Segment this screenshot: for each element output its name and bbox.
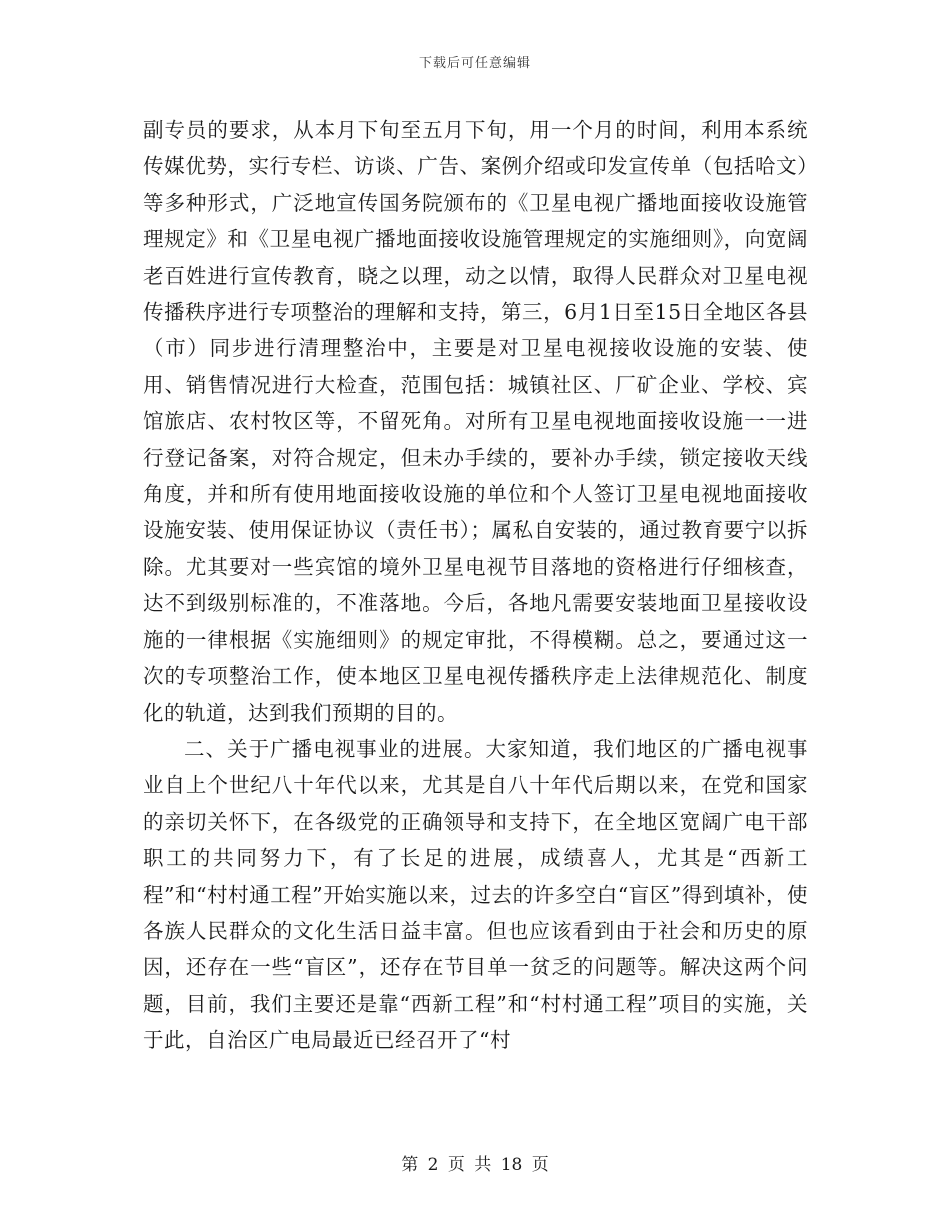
page-header: 下载后可任意编辑 — [418, 56, 531, 71]
document-body — [143, 112, 808, 1059]
paragraph: 二、关于广播电视事业的进展。大家知道，我们地区的广播电视事业自上个世纪八十年代以来，尤其是自八十年代后期以来，在党和国家的亲切关怀下，在各级党的正确领导和支持下，在全地区宽阔广电干部职工的共同努力下，有了长足的进展，成绩喜人，尤其是“西新工程”和“村村通工程”开始实施以来，过去的许多空白“盲区”得到填补，使各族人民群众的文化生活日益丰富。但也应该看到由于社会和历史的原因，还存在一些“盲区”，还存在节目单一贫乏的问题等。解决这两个问题，目前，我们主要还是靠“西新工程”和“村村通工程”项目的实施，关于此，自治区广电局最近已经召开了“村 — [143, 736, 808, 1053]
paragraph: 副专员的要求，从本月下旬至五月下旬，用一个月的时间，利用本系统传媒优势，实行专栏、访谈、广告、案例介绍或印发宣传单（包括哈文）等多种形式，广泛地宣传国务院颁布的《卫星电视广播地面接收设施管理规定》和《卫星电视广播地面接收设施管理规定的实施细则》，向宽阔老百姓进行宣传教育，晓之以理，动之以情，取得人民群众对卫星电视传播秩序进行专项整治的理解和支持，第三，6月1日至15日全地区各县（市）同步进行清理整治中，主要是对卫星电视接收设施的安装、使用、销售情况进行大检查，范围包括：城镇社区、厂矿企业、学校、宾馆旅店、农村牧区等，不留死角。对所有卫星电视地面接收设施一一进行登记备案，对符合规定，但未办手续的，要补办手续，锁定接收天线角度，并和所有使用地面接收设施的单位和个人签订卫星电视地面接收设施安装、使用保证协议（责任书）；属私自安装的，通过教育要宁以拆除。尤其要对一些宾馆的境外卫星电视节目落地的资格进行仔细核查，达不到级别标准的，不准落地。今后，各地凡需要安装地面卫星接收设施的一律根据《实施细则》的规定审批，不得模糊。总之，要通过这一次的专项整治工作，使本地区卫星电视传播秩序走上法律规范化、制度化的轨道，达到我们预期的目的。 — [143, 118, 808, 725]
page-number-footer: 第 2 页 共 18 页 — [401, 1155, 549, 1175]
